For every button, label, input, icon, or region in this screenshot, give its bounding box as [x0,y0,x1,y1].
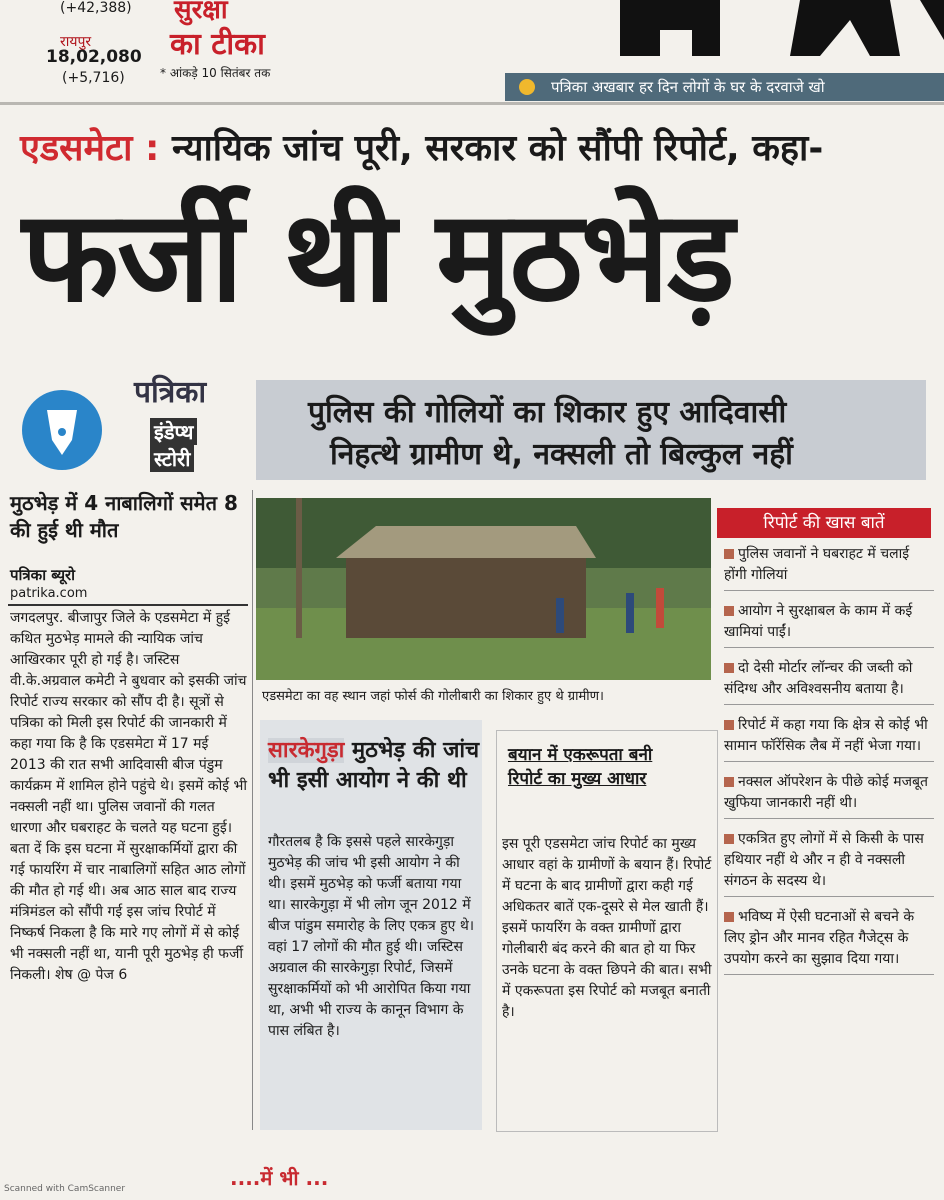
rule [8,604,248,606]
scene-photo [256,498,711,680]
covid-stats [0,0,150,92]
bottom-headline-fragment: ....में भी ... [230,1166,329,1190]
indepth-story-logo [22,370,252,480]
highlights-heading: रिपोर्ट की खास बातें [717,508,931,538]
mid1-head-rest: मुठभेड़ की जांच भी इसी आयोग ने की थी [268,738,480,793]
list-item: भविष्य में ऐसी घटनाओं से बचने के लिए ड्रोन और मानव रहित गैजेट्स के उपयोग करने का सुझाव दिया गया। [724,907,934,975]
kicker-text: न्यायिक जांच पूरी, सरकार को सौंपी रिपोर्ट, कहा- [159,128,824,169]
bullet-icon [724,834,734,844]
mid2-body: इस पूरी एडसमेटा जांच रिपोर्ट का मुख्य आधार वहां के ग्रामीणों के बयान हैं। रिपोर्ट में घटना के बाद ग्रामीणों द्वारा कही गई अधिकतर बातें एक-दूसरे से मेल खाती हैं। इसमें फायरिंग के वक्त ग्रामीणों द्वारा गोलीबारी बंद करने की बात हो या फिर उनके घटना के वक्त छिपने की बात। सभी में एकरूपता इस रिपोर्ट को मजबूत बनाती है। [502,836,712,1020]
vaccine-label [162,0,312,60]
divider [0,102,944,105]
left-heading: मुठभेड़ में 4 नाबालिगों समेत 8 की हुई थी मौत [10,491,238,542]
scanner-watermark: Scanned with CamScanner [4,1184,126,1194]
bullet-icon [724,606,734,616]
bullet-icon [724,720,734,730]
stat-delta: (+5,716) [62,70,125,86]
mid2-heading: बयान में एकरूपता बनी रिपोर्ट का मुख्य आधार [508,745,653,789]
byline: पत्रिका ब्यूरो [10,566,76,584]
logo-brand: पत्रिका [134,375,207,410]
stat-count: 18,02,080 [46,47,142,67]
pen-nib-icon [22,390,102,470]
subhead-line2: निहत्थे ग्रामीण थे, नक्सली तो बिल्कुल नहीं [330,437,793,472]
kicker-place: एडसमेटा : [20,128,160,169]
bottom-strip [0,1142,944,1200]
bullet-icon [724,777,734,787]
list-item: एकत्रित हुए लोगों में से किसी के पास हथियार नहीं थे और न ही वे नक्सली संगठन के सदस्य थे। [724,829,934,897]
mid1-body: गौरतलब है कि इससे पहले सारकेगुड़ा मुठभेड़ की जांच भी इसी आयोग ने की थी। इसमें मुठभेड़ को फर्जी बताया गया था। सारकेगुड़ा में भी लोग जून 2012 में बीज पांडुम समारोह के लिए एकत्र हुए थे। वहां 17 लोगों की मौत हुई थी। जस्टिस अग्रवाल की सारकेगुड़ा रिपोर्ट, जिसमें सुरक्षाकर्मियों को भी आरोपित किया गया था, अभी भी राज्य के कानून विभाग के पास लंबित है। [268,834,475,1039]
list-item: नक्सल ऑपरेशन के पीछे कोई मजबूत खुफिया जानकारी नहीं थी। [724,772,934,819]
data-note: * आंकड़े 10 सितंबर तक [160,66,271,80]
kicker [20,122,823,171]
logo-line1: इंडेप्थ [150,418,197,445]
list-item: पुलिस जवानों ने घबराहट में चलाई होंगी गोलियां [724,544,934,591]
column-divider [252,490,253,1130]
stat-delta-top: (+42,388) [60,0,132,16]
teeka-title: का टीका [170,27,265,62]
mid1-head-red: सारकेगुड़ा [268,738,345,763]
photo-caption: एडसमेटा का वह स्थान जहां फोर्स की गोलीबारी का शिकार हुए थे ग्रामीण। [262,689,604,704]
masthead-logo-graphic [600,0,944,72]
subhead-line1: पुलिस की गोलियों का शिकार हुए आदिवासी [308,395,787,430]
bullet-icon [724,549,734,559]
list-item: दो देसी मोर्टार लॉन्चर की जब्ती को संदिग्ध और अविश्वसनीय बताया है। [724,658,934,705]
subheadline-box [256,380,926,480]
promo-bar [505,73,944,101]
bullet-icon [724,663,734,673]
website: patrika.com [10,586,88,601]
left-body: जगदलपुर. बीजापुर जिले के एडसमेटा में हुई कथित मुठभेड़ मामले की न्यायिक जांच आखिरकार पूरी हो गई है। जस्टिस वी.के.अग्रवाल कमेटी ने बुधवार को इसकी जांच रिपोर्ट राज्य सरकार को सौंप दी है। सूत्रों से पत्रिका को मिली इस रिपोर्ट की जानकारी में कहा गया कि है कि एडसमेटा में 17 मई 2013 की रात सभी आदिवासी बीज पंडुम कार्यक्रम में शामिल होने पहुंचे थे। इसमें कोई भी नक्सली नहीं था। पुलिस जवानों की गलत धारणा और घबराहट के चलते यह घटना हुई। बता दें कि इस घटना में सुरक्षाकर्मियों द्वारा की गई फायरिंग में चार नाबालिगों सहित आठ लोगों की मौत हो गई थी। अब आठ साल बाद राज्य मंत्रिमंडल को सौंपी गई इस जांच रिपोर्ट में निष्कर्ष निकला है कि मारे गए लोगों में से कोई भी नक्सली नहीं था, यानी पूरी मुठभेड़ ही फर्जी निकली। शेष @ पेज 6 [10,610,248,983]
list-item: रिपोर्ट में कहा गया कि क्षेत्र से कोई भी सामान फॉरेंसिक लैब में नहीं भेजा गया। [724,715,934,762]
list-item: आयोग ने सुरक्षाबल के काम में कई खामियां पाईं। [724,601,934,648]
mid1-heading [268,736,480,795]
teeka-top: सुरक्षा [174,0,228,25]
bullet-icon [724,912,734,922]
highlights-list [724,544,934,985]
promo-text: पत्रिका अखबार हर दिन लोगों के घर के दरवाजे खो [551,78,825,96]
stat-city: रायपुर [60,34,92,50]
main-headline: फर्जी थी मुठभेड़ [22,183,733,330]
bullet-icon [519,79,535,95]
logo-line2: स्टोरी [150,445,194,472]
